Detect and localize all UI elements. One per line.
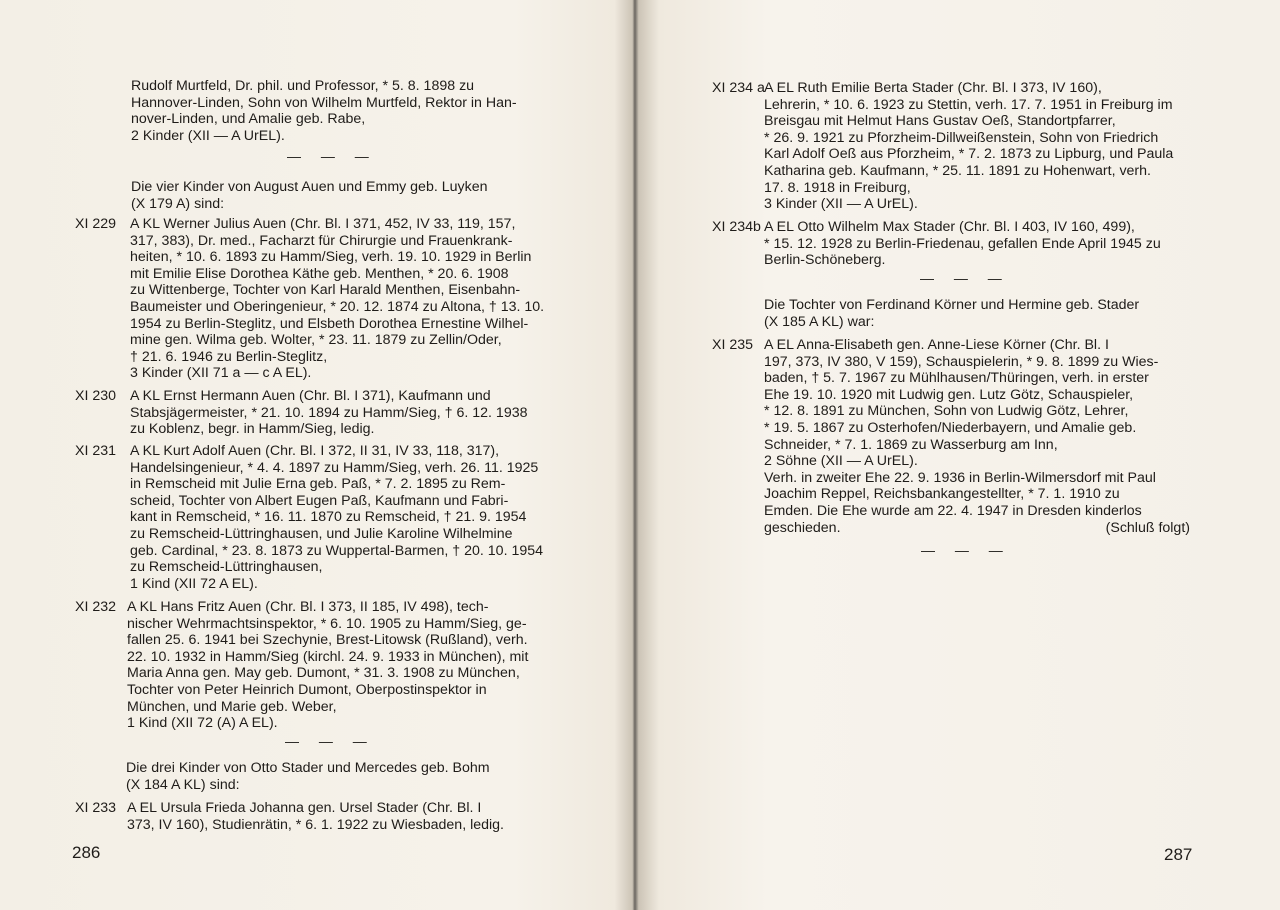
entry-line: 3 Kinder (XII 71 a — c A EL). bbox=[130, 365, 312, 382]
entry-line: Rudolf Murtfeld, Dr. phil. und Professor, * 5. 8. 1898 zu bbox=[131, 78, 475, 94]
paragraph-line: Die vier Kinder von August Auen und Emmy geb. Luyken bbox=[131, 179, 488, 195]
entry-line: 1954 zu Berlin-Steglitz, und Elsbeth Dorothea Ernestine Wilhel- bbox=[130, 315, 529, 332]
entry-line: 2 Söhne (XII — A UrEL). bbox=[764, 453, 918, 470]
entry-line: * 26. 9. 1921 zu Pforzheim-Dillweißenstein, Sohn von Friedrich bbox=[764, 129, 1159, 146]
entry-number: XI 233 bbox=[75, 800, 117, 816]
entry-line: Tochter von Peter Heinrich Dumont, Oberpostinspektor in bbox=[127, 681, 487, 698]
entry-line: geschieden. bbox=[764, 519, 841, 536]
entry-line: Baumeister und Oberingenieur, * 20. 12. 1874 zu Altona, † 13. 10. bbox=[130, 298, 545, 315]
entry-line: 317, 383), Dr. med., Facharzt für Chirurgie und Frauenkrank- bbox=[130, 232, 513, 249]
page-number: 286 bbox=[72, 843, 101, 862]
entry-line: nischer Wehrmachtsinspektor, * 6. 10. 1905 zu Hamm/Sieg, ge- bbox=[127, 615, 527, 632]
page-number: 287 bbox=[1164, 845, 1193, 864]
entry-line: mine gen. Wilma geb. Wolter, * 23. 11. 1879 zu Zellin/Oder, bbox=[130, 332, 502, 349]
entry-line: Stabsjägermeister, * 21. 10. 1894 zu Hamm/Sieg, † 6. 12. 1938 bbox=[130, 404, 528, 421]
entry-line: Emden. Die Ehe wurde am 22. 4. 1947 in Dresden kinderlos bbox=[764, 502, 1142, 519]
right-page bbox=[636, 0, 1280, 910]
entry-body bbox=[127, 599, 557, 732]
entry-line: † 21. 6. 1946 zu Berlin-Steglitz, bbox=[130, 348, 328, 365]
entry-line: München, und Marie geb. Weber, bbox=[127, 698, 337, 715]
entry-line: zu Koblenz, begr. in Hamm/Sieg, ledig. bbox=[130, 421, 375, 438]
entry-body bbox=[764, 337, 1190, 536]
entry-line: Berlin-Schöneberg. bbox=[764, 252, 886, 269]
entry-line: 1 Kind (XII 72 A EL). bbox=[130, 575, 258, 592]
entry-last-line-row bbox=[764, 520, 1190, 537]
entry-line: nover-Linden, und Amalie geb. Rabe, bbox=[131, 111, 366, 128]
entry-line: Handelsingenieur, * 4. 4. 1897 zu Hamm/Sieg, verh. 26. 11. 1925 bbox=[130, 459, 539, 476]
continuation-note: (Schluß folgt) bbox=[1105, 519, 1190, 536]
entry-body bbox=[764, 219, 1190, 269]
entry-line: A KL Werner Julius Auen (Chr. Bl. I 371, 452, IV 33, 119, 157, bbox=[130, 216, 516, 232]
entry-line: in Remscheid mit Julie Erna geb. Paß, * 7. 2. 1895 zu Rem- bbox=[130, 476, 506, 493]
entry-line: Ehe 19. 10. 1920 mit Ludwig gen. Lutz Götz, Schauspieler, bbox=[764, 386, 1134, 403]
section-separator: — — — bbox=[920, 270, 1010, 286]
entry-line: Verh. in zweiter Ehe 22. 9. 1936 in Berlin-Wilmersdorf mit Paul bbox=[764, 469, 1156, 486]
family-intro-paragraph bbox=[764, 297, 1139, 330]
left-page bbox=[0, 0, 634, 910]
paragraph-line: Die Tochter von Ferdinand Körner und Hermine geb. Stader bbox=[764, 297, 1140, 313]
entry-line: Joachim Reppel, Reichsbankangestellter, * 7. 1. 1910 zu bbox=[764, 486, 1120, 503]
entry-line: A KL Ernst Hermann Auen (Chr. Bl. I 371), Kaufmann und bbox=[130, 388, 491, 404]
entry-line: 1 Kind (XII 72 (A) A EL). bbox=[127, 715, 278, 732]
entry-body bbox=[130, 443, 557, 592]
entry-line: * 15. 12. 1928 zu Berlin-Friedenau, gefallen Ende April 1945 zu bbox=[764, 235, 1161, 252]
entry-line: 22. 10. 1932 in Hamm/Sieg (kirchl. 24. 9. 1933 in München), mit bbox=[127, 648, 529, 665]
entry-line: Maria Anna gen. May geb. Dumont, * 31. 3. 1908 zu München, bbox=[127, 665, 520, 682]
entry-line: mit Emilie Elise Dorothea Käthe geb. Menthen, * 20. 6. 1908 bbox=[130, 265, 509, 282]
entry-body bbox=[130, 388, 557, 438]
family-intro-paragraph bbox=[131, 179, 487, 212]
entry-number: XI 230 bbox=[75, 388, 117, 404]
entry-line: heiten, * 10. 6. 1893 zu Hamm/Sieg, verh. 19. 10. 1929 in Berlin bbox=[130, 249, 532, 266]
entry-line: 197, 373, IV 380, V 159), Schauspielerin, * 9. 8. 1899 zu Wies- bbox=[764, 353, 1159, 370]
entry-line: baden, † 5. 7. 1967 zu Mühlhausen/Thüringen, verh. in erster bbox=[764, 370, 1149, 387]
entry-line: fallen 25. 6. 1941 bei Szechynie, Brest-Litowsk (Rußland), verh. bbox=[127, 632, 528, 649]
entry-line: Lehrerin, * 10. 6. 1923 zu Stettin, verh. 17. 7. 1951 in Freiburg im bbox=[764, 96, 1173, 113]
entry-line: A EL Anna-Elisabeth gen. Anne-Liese Körner (Chr. Bl. I bbox=[764, 337, 1109, 353]
section-separator: — — — bbox=[285, 733, 375, 749]
entry-line: Hannover-Linden, Sohn von Wilhelm Murtfeld, Rektor in Han- bbox=[131, 94, 517, 111]
section-separator: — — — bbox=[921, 542, 1011, 558]
entry-line: Karl Adolf Oeß aus Pforzheim, * 7. 2. 1873 zu Lipburg, und Paula bbox=[764, 146, 1174, 163]
entry-body bbox=[131, 78, 557, 144]
entry-line: Katharina geb. Kaufmann, * 25. 11. 1891 zu Hohenwart, verh. bbox=[764, 162, 1151, 179]
entry-body bbox=[127, 800, 557, 833]
entry-line: scheid, Tochter von Albert Eugen Paß, Kaufmann und Fabri- bbox=[130, 492, 509, 509]
entry-number: XI 234b bbox=[712, 219, 761, 235]
entry-line: kant in Remscheid, * 16. 11. 1870 zu Remscheid, † 21. 9. 1954 bbox=[130, 509, 527, 526]
entry-line: A EL Ursula Frieda Johanna gen. Ursel Stader (Chr. Bl. I bbox=[127, 800, 482, 816]
entry-number: XI 232 bbox=[75, 599, 117, 615]
entry-line: A KL Kurt Adolf Auen (Chr. Bl. I 372, II 31, IV 33, 118, 317), bbox=[130, 443, 500, 459]
entry-line: A EL Ruth Emilie Berta Stader (Chr. Bl. I 373, IV 160), bbox=[764, 80, 1102, 96]
entry-line: Breisgau mit Helmut Hans Gustav Oeß, Standortpfarrer, bbox=[764, 113, 1116, 130]
entry-line: 373, IV 160), Studienrätin, * 6. 1. 1922 zu Wiesbaden, ledig. bbox=[127, 816, 505, 833]
entry-number: XI 229 bbox=[75, 216, 117, 232]
entry-line: zu Wittenberge, Tochter von Karl Harald Menthen, Eisenbahn- bbox=[130, 282, 521, 299]
entry-line: * 12. 8. 1891 zu München, Sohn von Ludwig Götz, Lehrer, bbox=[764, 403, 1129, 420]
paragraph-line: (X 179 A) sind: bbox=[131, 195, 225, 212]
entry-line: 2 Kinder (XII — A UrEL). bbox=[131, 127, 285, 144]
entry-line: 3 Kinder (XII — A UrEL). bbox=[764, 196, 918, 213]
entry-line: * 19. 5. 1867 zu Osterhofen/Niederbayern, und Amalie geb. bbox=[764, 419, 1137, 436]
entry-line: A KL Hans Fritz Auen (Chr. Bl. I 373, II 185, IV 498), tech- bbox=[127, 599, 489, 615]
entry-line: A EL Otto Wilhelm Max Stader (Chr. Bl. I 403, IV 160, 499), bbox=[764, 219, 1135, 235]
entry-body bbox=[764, 80, 1190, 213]
entry-body bbox=[130, 216, 557, 382]
family-intro-paragraph bbox=[126, 760, 490, 793]
paragraph-line: Die drei Kinder von Otto Stader und Mercedes geb. Bohm bbox=[126, 760, 490, 776]
entry-line: zu Remscheid-Lüttringhausen, und Julie Karoline Wilhelmine bbox=[130, 525, 513, 542]
paragraph-line: (X 184 A KL) sind: bbox=[126, 776, 240, 793]
entry-line: Schneider, * 7. 1. 1869 zu Wasserburg am Inn, bbox=[764, 436, 1058, 453]
entry-number: XI 231 bbox=[75, 443, 117, 459]
section-separator: — — — bbox=[287, 148, 377, 164]
paragraph-line: (X 185 A KL) war: bbox=[764, 313, 875, 330]
entry-number: XI 234 a bbox=[712, 80, 765, 96]
entry-line: geb. Cardinal, * 23. 8. 1873 zu Wuppertal-Barmen, † 20. 10. 1954 bbox=[130, 542, 544, 559]
entry-line: zu Remscheid-Lüttringhausen, bbox=[130, 559, 323, 576]
entry-number: XI 235 bbox=[712, 337, 754, 353]
entry-line: 17. 8. 1918 in Freiburg, bbox=[764, 179, 911, 196]
